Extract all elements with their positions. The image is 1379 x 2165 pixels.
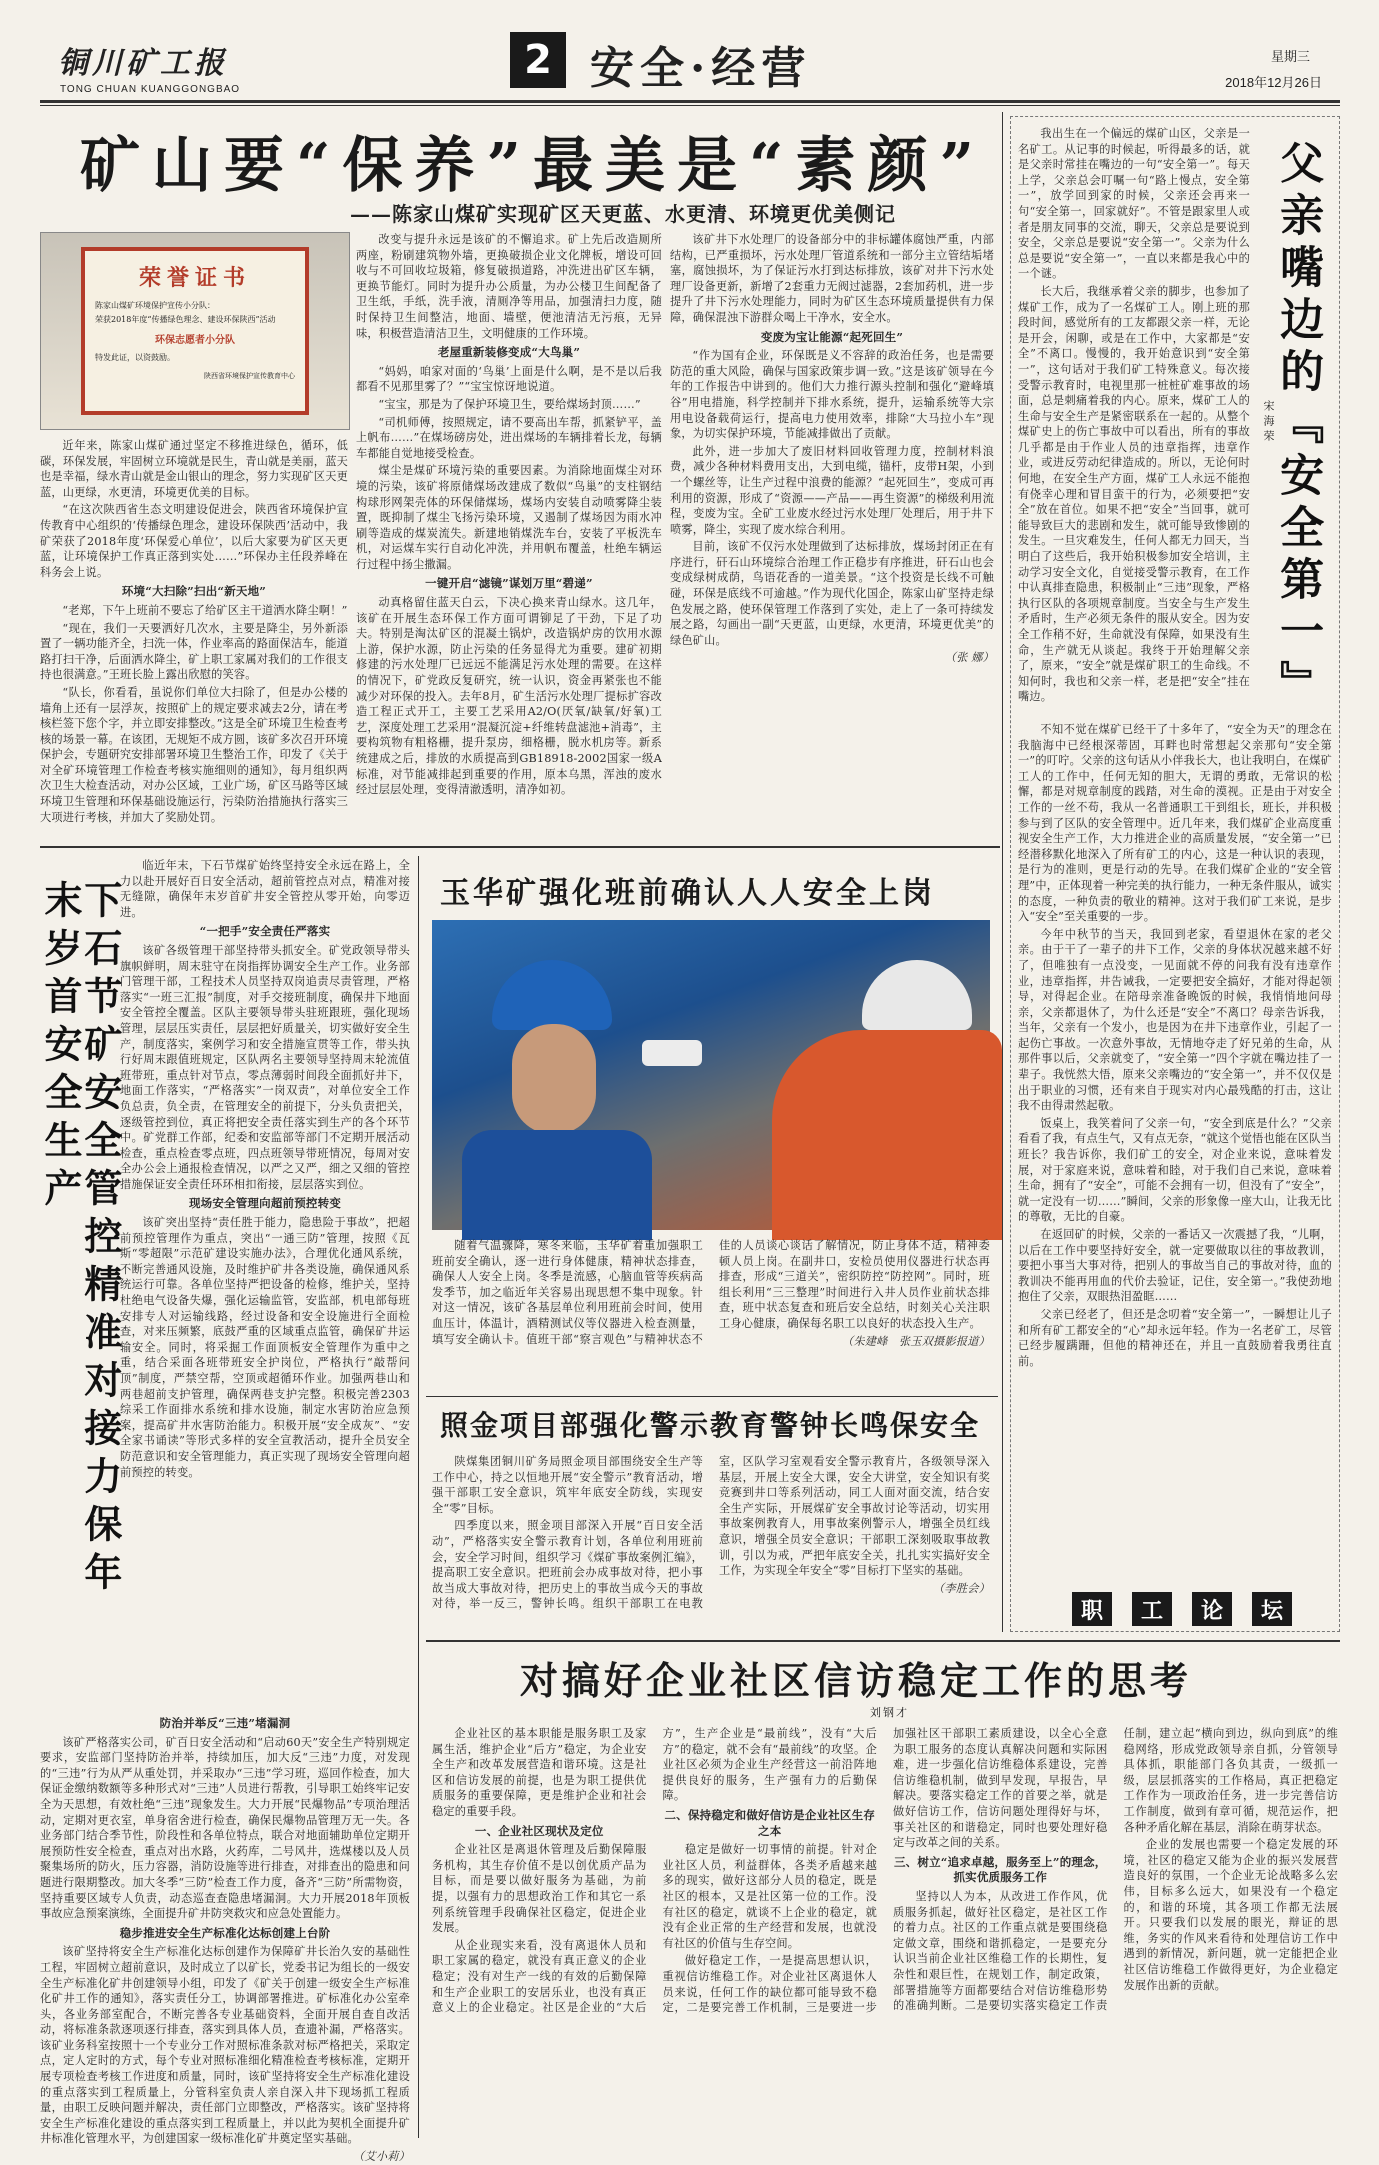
bottom-subhead: 三、树立“追求卓越，服务至上”的理念，抓实优质服务工作 xyxy=(893,1854,1107,1885)
certificate-heading: 荣誉证书 xyxy=(138,265,251,291)
certificate-photo xyxy=(40,232,350,430)
side-paragraph: 在返回矿的时候，父亲的一番话又一次震撼了我，“儿啊，以后在工作中要坚持好安全，就一定要做取以往的事故教训，要把小事当大事对待，把别人的事故当自己的事故对待，血的教训决不能再用血的代价去验证，记住，安全第一。”我使劲地抱住了父亲，双眼热泪盈眶…… xyxy=(1018,1228,1332,1304)
zhaojin-paragraph: 四季度以来，照金项目部深入开展“百日安全活动”，严格落实安全警示教育计划，各单位利用班前会，安全学习时间，组织学习《煤矿事故案例汇编》，提高职工安全意识。把班前会办成事故对待，把小事故当成大事故对待，把历史上的事故当成今天的事故对待，举一反三，警钟长鸣。组织干部职工在电教室，区队学习室观看安全警示教育片，各级领导深入基层，开展上安全大课，安全大讲堂，安全知识有奖竞赛到井口等系列活动，同工人面对面交流，结合安全生产实际，开展煤矿安全事故讨论等活动，切实用事故案例教育人，用事故案例警示人，增强全员红线意识，增强全员安全意识；干部职工深刻吸取事故教训，引以为戒，严把年底安全关，扎扎实实搞好安全工作，为实现全年安全“零”目标打下坚实的基础。 xyxy=(432,1455,990,1611)
news-photo xyxy=(432,920,990,1230)
thermometer-shape xyxy=(642,1040,702,1066)
lead-paragraph: 目前，该矿不仅污水处理做到了达标排放，煤场封闭正在有序进行，矸石山环境综合治理工作正稳步有序推进，矸石山也会变成绿树成荫，鸟语花香的一道美景。“这个投资是长线不可触碰，环保是底线不可逾越。”作为现代化国企，陈家山矿坚持走绿色发展之路，使环保管理工作落到了实处，走上了一条可持续发展之路，勾画出一副“天更蓝，山更绿，水更清，环境更优美”的绿色矿山。 xyxy=(670,540,994,647)
section-title: 安全·经营 xyxy=(590,43,812,94)
orange-body-shape xyxy=(772,1030,1002,1240)
page-number: 2 xyxy=(524,37,552,83)
face-shape xyxy=(512,1024,596,1134)
bottom-article-author: 刘钢才 xyxy=(870,1706,909,1719)
bottom-article-body xyxy=(432,1726,1338,2138)
lead-paragraph: 动真格留住蓝天白云，下决心换来青山绿水。这几年，该矿在开展生态环保工作方面可谓铆足了干劲，下足了功夫。特别是淘汰矿区的混凝土锅炉，改造锅炉房的饮用水源上游，保护水源，防止污染的任务显得尤为重要。建矿初期修建的污水处理厂已远远不能满足污水处理的需要。在这样的情况下，矿党政反复研究，统一认识，资金再紧张也不能减少对环保的投入。去年8月，矿生活污水处理厂提标扩容改造工程正式开工，主要工艺采用A2/O(厌氧/缺氧/好氧)工艺，深度处理工艺采用“混凝沉淀+纤维转盘滤池+消毒”，主要构筑物有粗格栅，提升泵房，细格栅，脱水机房等。新系统建成之后，排放的水质提高到GB18918-2002国家一级A标准，对节能减排起到重要的作用，原本乌黑，浑浊的废水经过层层处理，变得清澈透明，清净如初。 xyxy=(356,596,662,797)
issue-date: 2018年12月26日 xyxy=(1225,75,1322,90)
lead-subhead: 一键开启“滤镜”谋划万里“碧递” xyxy=(425,576,593,591)
lead-paragraph: “作为国有企业，环保既是义不容辞的政治任务，也是需要防范的重大风险，确保与国家政策步调一致。”这是该矿领导在今年的工作报告中讲到的。他们大力推行源头控制和强化“避峰填谷”用电措施，科学控制并下排水系统，提升，运输系统等大宗用电设备载荷运行，提高电力使用效率，排除“大马拉小车”现象，为切实保护环境，节能减排做出了贡献。 xyxy=(670,349,994,441)
certificate-line1: 陈家山煤矿环境保护宣传小分队： xyxy=(95,301,215,310)
lead-paragraph: 煤尘是煤矿环境污染的重要因素。为消除地面煤尘对环境的污染，该矿将原储煤场改建成了数似“鸟巢”的支柱钢结构球形网架壳体的环保储煤场，煤场内安装自动喷雾降尘装置，既抑制了煤尘飞扬污染环境，又遏制了煤场因为雨水冲刷等造成的煤炭流失。新建地销煤洗车台，安装了平板洗车机，对运煤车实行自动化冲洗，并用帆布覆盖，杜绝车辆运行过程中扬尘撒漏。 xyxy=(356,464,662,571)
paper-pinyin: TONG CHUAN KUANGGONGBAO xyxy=(60,84,241,95)
lead-subhead: 老屋重新装修变成“大鸟巢” xyxy=(437,345,581,360)
safety-subhead: “一把手”安全责任严落实 xyxy=(199,924,331,939)
bottom-paragraph: 企业的发展也需要一个稳定发展的环境，社区的稳定又能为企业的振兴发展营造良好的氛围，一个企业无论战略多么宏伟，目标多么远大，如果没有一个稳定的，和谐的环境，其各项工作都无法展开。只要我们以发展的眼光，辩证的思维，务实的作风来看待和处理信访工作中遇到的新情况，新问题，就一定能把企业社区信访维稳工作做得更好，为企业稳定发展作出新的贡献。 xyxy=(1123,1838,1338,1992)
bottom-paragraph: 坚持以人为本，从改进工作作风，优质服务抓起，做好社区稳定，是社区工作的着力点。社区的工作重点就是要围绕稳定做文章，围绕和谐抓稳定，一是要充分认识当前企业社区维稳工作的长期性，复杂性和艰巨性，在规划工作，制定政策，部署措施等方面都要结合对信访维稳形势的准确判断。二是要切实落实稳定工作责任制，建立起“横向到边，纵向到底”的维稳网络，形成党政领导亲自抓，分管领导具体抓，职能部门各负其责，一级抓一级，层层抓落实的工作格局，真正把稳定工作作为一项政治任务，进一步完善信访工作制度，做到有章可循，规范运作，把各种矛盾化解在基层，消除在萌芽状态。 xyxy=(893,1727,1338,2013)
column-name-char: 论 xyxy=(1192,1592,1232,1626)
photo-article-paragraph: 随着气温骤降，寒冬来临，玉华矿着重加强职工班前安全确认，逐一进行身体健康，精神状态排查，确保人人安全上岗。冬季是流感，心脑血管等疾病高发季节，加之临近年关容易出现思想不集中现象。针对这一情况，该矿各基层单位利用班前会时间，使用血压计，体温计，酒精测试仪等仪器进入检查测量，填写安全确认卡。值班干部“察言观色”与精神状态不佳的人员谈心谈话了解情况，防止身体不适，精神委顿人员上岗。在副井口，安检员使用仪器进行状态再排查，形成“三道关”，密织防控“防控网”。同时，班组长利用“三三整理”时间进行入井人员作业前状态排查，班中状态复查和班后安全总结，时刻关心关注职工身心健康，确保每名职工以良好的状态投入生产。 xyxy=(432,1239,990,1346)
column-name-char: 坛 xyxy=(1252,1592,1292,1626)
safety-vertical-title xyxy=(38,880,123,1630)
bottom-paragraph: 企业社区的基本职能是服务职工及家属生活，维护企业“后方”稳定，为企业安全生产和改革发展营造和谐环境。这是社区和信访发展的前提，也是为职工提供优质服务的重要保障，更是维护企业和社会稳定的重要手段。 xyxy=(432,1727,647,1818)
zhaojin-paragraph: 陕煤集团铜川矿务局照金项目部围绕安全生产等工作中心，持之以恒地开展“安全警示”教育活动，增强干部职工安全意识，筑牢年底安全防线，实现安全“零”目标。 xyxy=(432,1455,703,1515)
masthead-rule-thick xyxy=(40,100,1340,103)
orange-helmet-shape xyxy=(862,960,972,1030)
safety-paragraph: 该矿严格落实公司，矿百日安全活动和“启动60天”安全生产特别规定要求，安监部门坚持防治并举，持续加压，加大反“三违”力度，对发现的“三违”行为从严从重处罚，并采取办“三违”学习班，巡回作检查，加大保证金缴纳数额等多种形式对“三违”人员进行帮教，引导职工始终牢记安全为天思想，有效杜绝“三违”现象发生。大力开展“民爆物品”专项治理活动，定期对更衣室，单身宿舍进行检查，确保民爆物品管理万无一失。各业务部门结合季节性，阶段性和各单位特点，联合对地面辅助单位定期开展预防性安全检查，重点对出水路，火药库，二号风井，选煤楼以及人员聚集场所的防火，压力容器，消防设施等进行排查，对排查出的隐患和问题进行限期整改。加大冬季“三防”检查工作力度，备齐“三防”所需物资，坚持重要区域专人负责，动态巡查查隐患堵漏洞。大力开展2018年顶板事故应急预案演练，全面提升矿井防突救灾和应急处置能力。 xyxy=(40,1735,410,1921)
safety-subhead: 现场安全管理向超前预控转变 xyxy=(188,1196,342,1211)
side-paragraph: 不知不觉在煤矿已经干了十多年了，“安全为天”的理念在我脑海中已经根深蒂固，耳畔也时常想起父亲那句“安全第一”的叮咛。父亲的这句话从小伴我长大，也让我明白，在煤矿工人的工作中，任何无知的胆大，无谓的勇敢，无常识的松懈，都是对规章制度的践踏，对生命的漠视。正是由于对安全工作的一丝不苟，我从一名普通职工干到组长，班长，并积极参与到了区队的安全管理中。近几年来，我们煤矿企业高度重视安全生产工作，大力推进企业的高质量发展，“安全第一”已经潜移默化地深入了所有矿工的内心，这是一种认识的表现，是行为的准则，更是行动的先导。在我们煤矿企业的“安全管理”中，正体现着一种完美的执行能力，一种无条件服从，诚实的态度，一种负责的敬业的精神。这对于我们矿工来说，是步入“安全”至关重要的一步。 xyxy=(1018,723,1332,924)
side-author: 宋海荣 xyxy=(1262,400,1275,445)
lead-paragraph: 近年来，陈家山煤矿通过坚定不移推进绿色，循环，低碳，环保发展，牢固树立环境就是民生，青山就是美丽，蓝天也是幸福，绿水青山就是金山银山的理念，努力实现矿区天更蓝，山更绿，水更清，环境更优美的目标。 xyxy=(40,439,348,499)
lead-subtitle: ——陈家山煤矿实现矿区天更蓝、水更清、环境更优美侧记 xyxy=(350,202,896,226)
side-paragraph: 今年中秋节的当天，我回到老家，看望退休在家的老父亲。由于干了一辈子的井下工作，父亲的身体状况越来越不好了，但唯独有一点没变，一见面就不停的问我有没有违章作业，违章指挥，井告诫我，一定要把安全搞好，才能对得起领导，对得起企业。在陪母亲准备晚饭的时候，我悄悄地问母亲，父亲都退休了，为什么还是“安全”不离口？母亲告诉我，当年，父亲有一个发小，也是因为在井下违章作业，引起了一起伤亡事故。一次意外事故，无情地夺走了好兄弟的生命，从那件事以后，父亲就变了，“安全第一”四个字就在嘴边挂了一辈子。我恍然大悟，原来父亲嘴边的“安全第一”，并不仅仅是出于职业的习惯，还有来自于现实对内心最残酷的打击，这让我不由得肃然起敬。 xyxy=(1018,927,1332,1113)
safety-col-1 xyxy=(120,858,410,1710)
safety-paragraph: 该矿各级管理干部坚持带头抓安全。矿党政领导带头旗帜鲜明，周末驻守在岗指挥协调安全生产工作。业务部门管理干部，工程技术人员坚持双岗追责尽责管理，严格落实“一班三汇报”制度，对手交接班制度，确保井下地面安全管控全覆盖。区队主要领导带头驻班跟班，强化现场管理，层层压实责任，层层把好质量关，切实做好安全生产，制度落实，案例学习和安全措施宣贯等工作，带头执行好周末跟值班规定，区队两名主要领导坚持周末轮流值班带班，重点针对节点，零点薄弱时间段全面抓好井下，地面工作落实，“严格落实”一岗双责”，对单位安全工作负总责，负全责，在管理安全的前提下，分头负责把关，逐级管控到位，真正将把安全责任落实到生产的各个环节中。矿党群工作部，纪委和安监部等部门不定期开展活动检查，重点检查零点班，四点班领导带班情况，每周对安全办公会上通报检查情况，以严之又严，细之又细的管控措施保证安全责任环环相扣衔接，层层落实到位。 xyxy=(120,943,410,1191)
lead-paragraph: 改变与提升永远是该矿的不懈追求。矿上先后改造厕所两座，粉刷建筑物外墙，更换破损企业文化牌板，增设可回收与不可回收垃圾箱，修复破损道路，冲洗进出矿区车辆，更换节能灯。同时为提升办公质量，为办公楼卫生间配备了卫生纸，手纸，洗手液，清厕净等用品，加强清扫力度，随时保持卫生间整洁，地面、墙壁，便池清洁无污痕，无异味，积极营造清洁卫生，文明健康的工作环境。 xyxy=(356,233,662,340)
lead-col-1 xyxy=(40,438,348,838)
bottom-paragraph: 从企业现实来看，没有离退休人员和职工家属的稳定，就没有真正意义的企业稳定；没有对生产一线的有效的后勤保障和生产企业职工的安居乐业，也没有真正意义上的企业稳定。社区是企业的“大后方”，生产企业是“最前线”，没有“大后方”的稳定，就不会有“最前线”的攻坚。企业社区必须为企业生产经营这一前沿阵地提供良好的服务，生产强有力的后勤保障。 xyxy=(432,1727,877,2015)
safety-divider xyxy=(418,856,419,2138)
masthead-rule-thin xyxy=(40,105,1340,106)
side-paragraph: 父亲已经老了，但还是念叨着“安全第一”，一瞬想让儿子和所有矿工都安全的“心”却永远年轻。作为一名老矿工，尽管已经步履蹒跚，但他的精神还在，并且一直鼓励着我勇往直前。 xyxy=(1018,1307,1332,1368)
safety-paragraph: 该矿坚持将安全生产标准化达标创建作为保障矿井长治久安的基础性工程，牢固树立超前意识，及时成立了以矿长，党委书记为组长的一级安全生产标准化矿井创建领导小组，印发了《矿关于创建一级安全生产标准化矿井工作的通知》，落实责任分工，协调部署推进。矿标准化办公室牵头，各业务部室配合，不断完善各专业基础资料，全面开展自查自改活动，将标准条款逐项逐行排查，落实到具体人员，查遗补漏，严格落实。该矿业务科室按照十一个专业分工作对照标准条款对标严格把关，采取定点，定人定时的方式，每个专业对照标准细化精准检查考核标准，定期开展专项检查考核工作进度和质量，同时，该矿坚持将安全生产标准化建设的重点落实到工程质量上，分管科室负责人亲自深入井下现场抓工程质量，由职工反映问题并解决，责任部门立即整改，严格落实。该矿坚持将安全生产标准化建设的重点落实到工程质量上，并以此为契机全面提升矿井标准化管理水平，为创建国家一级标准化矿井奠定坚实基础。 xyxy=(40,1945,410,2146)
side-vertical-title-text: 父亲嘴边的『安全第一』 xyxy=(1272,140,1324,712)
bottom-subhead: 二、保持稳定和做好信访是企业社区生存之本 xyxy=(664,1807,876,1838)
safety-subhead: 防治并举反“三违”堵漏洞 xyxy=(159,1716,291,1730)
helmet-shape xyxy=(492,960,612,1030)
certificate-frame xyxy=(81,247,309,415)
column-name-char: 职 xyxy=(1072,1592,1112,1626)
lead-bottom-rule xyxy=(40,846,1000,848)
bottom-paragraph: 企业社区是离退休管理及后勤保障服务机构，其生存价值不是以创优质产品为目标，而是要以做好服务为基础，为前提，以强有力的思想政治工作和其它一系列系统管理手段确保社区稳定，促进企业发展。 xyxy=(432,1843,647,1935)
lead-paragraph: 此外，进一步加大了废旧材料回收管理力度，控制材料浪费，减少各种材料费用支出，大到电缆，锚杆，皮带H架，小到一个螺丝等，让生产过程中浪费的能源？“起死回生”，变成可再利用的资源，形成了“资源——产品——再生资源”的梯级利用流程，变废为宝。全矿工业废水经过污水处理厂处理后，用于井下喷雾，降尘，实现了废水综合利用。 xyxy=(670,444,994,536)
bottom-article-title: 对搞好企业社区信访稳定工作的思考 xyxy=(520,1658,1193,1703)
photo-article-title: 玉华矿强化班前确认人人安全上岗 xyxy=(440,876,935,911)
zhaojin-byline: （李胜会） xyxy=(933,1581,990,1595)
side-paragraph: 饭桌上，我笑着问了父亲一句，“安全到底是什么？”父亲看看了我，有点生气，又有点无奈，“就这个觉悟也能在区队当班长？我告诉你，我们矿工的安全，对企业来说，意味着发展，对于家庭来说，意味着和睦，对于我们自己来说，意味着生命，拥有了“安全”，可能不会拥有一切，但没有了“安全”，就一定没有一切……”瞬间，父亲的形象像一座大山，让我无比的尊敬，无比的自豪。 xyxy=(1018,1116,1332,1224)
column-name-char: 工 xyxy=(1132,1592,1172,1626)
safety-col-2 xyxy=(40,1712,410,2164)
page-number-box xyxy=(510,32,566,88)
photo-article-rule xyxy=(426,1396,998,1397)
lead-col-2 xyxy=(356,232,662,838)
paper-name: 铜川矿工报 xyxy=(58,46,228,81)
certificate-line2: 荣获2018年度“传播绿色理念、建设环保陕西”活动 xyxy=(95,315,276,324)
safety-byline: （艾小莉） xyxy=(353,2150,410,2164)
lead-paragraph: “妈妈，咱家对面的‘鸟巢’上面是什么啊，是不是以后我都看不见那里雾了？”“宝宝惊讶地说道。 xyxy=(356,364,662,394)
safety-subhead: 稳步推进安全生产标准化达标创建上台阶 xyxy=(119,1925,331,1940)
right-column-divider xyxy=(1002,112,1003,1632)
worker-body-shape xyxy=(462,1130,652,1240)
lead-title: 矿山要“保养”最美是“素颜” xyxy=(80,131,987,201)
lead-subhead: 环境“大扫除”扫出“新天地” xyxy=(121,584,267,599)
lead-paragraph: “司机师傅，按照规定，请不要高出车帮，抓紧铲平，盖上帆布……”在煤场磅房处，进出煤场的车辆排着长龙，每辆车都能自觉地接受检查。 xyxy=(356,415,662,460)
lead-col-3 xyxy=(670,232,994,838)
bottom-paragraph: 稳定是做好一切事情的前提。针对企业社区人员，利益群体，各类矛盾越来越多的现实，做好这部分人员的稳定，既是社区的根本，又是社区第一位的工作。没有社区的稳定，就谈不上企业的稳定，就没有企业正常的生产经营和发展，也就没有社区的价值与生存空间。 xyxy=(662,1843,877,1950)
safety-vertical-title-text: 下石节矿安全管控精准对接力保年末岁首安全生产 xyxy=(38,880,123,1600)
side-col-text-1 xyxy=(1018,126,1250,718)
bottom-section-rule xyxy=(426,1640,1340,1642)
safety-paragraph: 临近年末，下石节煤矿始终坚持安全永远在路上，全力以赴开展好百日安全活动，超前管控点对点，精准对接无缝隙，确保年末岁首矿井安全管控从零开始，向零迈进。 xyxy=(120,859,410,919)
bottom-paragraph: 做好稳定工作，一是提高思想认识，重视信访维稳工作。对企业社区离退休人员来说，任何工作的缺位都可能导致不稳定，二是要完善工作机制，三是要进一步加强社区干部职工素质建设，以全心全意为职工服务的态度认真解决问题和实际困难，进一步强化信访维稳体系建设，完善信访维稳机制，做到早发现，早报告，早解决。要落实稳定工作的首要之举，就是做好信访工作，信访问题处理得好与坏，事关社区的和谐稳定，同时也要处理好稳定与改革之间的关系。 xyxy=(662,1727,1108,2015)
lead-byline: （张 娜） xyxy=(944,651,994,665)
lead-paragraph: “现在，我们一天要洒好几次水，主要是降尘，另外新添置了一辆功能齐全，扫洗一体，作业率高的路面保洁车，能道路打扫干净，后面洒水降尘，矿上职工家属对我们的工作很支持也很满意。”王班长脸上露出欣慰的笑容。 xyxy=(40,621,348,682)
zhaojin-body xyxy=(432,1454,990,1626)
masthead xyxy=(40,26,1340,98)
lead-paragraph: 该矿井下水处理厂的设备部分中的非标罐体腐蚀严重，内部结构，已严重损坏，污水处理厂管道系统和一部分主立管结垢堵塞，腐蚀损坏，为了保证污水打到达标排放，该矿对井下污水处理厂设备更新，新增了2套重力无阀过滤器，2套加药机，进一步提升了井下污水处理能力，同时为矿区生态环境质量提供有力保障，确保混浊下游群众喝上干净水，安全水。 xyxy=(670,233,994,324)
certificate-line3: 特发此证，以资鼓励。 xyxy=(95,353,175,362)
lead-paragraph: “老郑，下午上班前不要忘了给矿区主干道洒水降尘啊！” xyxy=(62,603,348,617)
weekday: 星期三 xyxy=(1270,49,1310,64)
side-paragraph: 我出生在一个偏远的煤矿山区，父亲是一名矿工。从记事的时候起，听得最多的话，就是父亲时常挂在嘴边的一句“安全第一”。每天上学，父亲总会叮嘱一句“路上慢点，安全第一”，放学回到家的时候，父亲还会再来一句“安全第一，回家就好”。不管是跟家里人或者是朋友同事的交流，聊天，父亲总是要说到安全，父亲总是要说“安全第一”。父亲为什么总是要说“安全第一”，一直以来都是我心中的一个谜。 xyxy=(1018,127,1250,281)
lead-paragraph: “宝宝，那是为了保护环境卫生，要给煤场封顶……” xyxy=(378,397,641,411)
side-paragraph: 长大后，我继承着父亲的脚步，也参加了煤矿工作，成为了一名煤矿工人。刚上班的那段时间，感觉所有的工友都跟父亲一样，无论是开会，闲聊，或是在工作中，大家都是“安全”不离口。慢慢的，我开始意识到“安全第一”，这句话对于我们矿工特殊意义。每次接受警示教育时，电视里那一桩桩矿难事故的场面，总是刺痛着我的内心。原来，煤矿工人的生命与安全生产是紧密联系在一起的。从整个煤矿史上的伤亡事故中可以看出，所有的事故几乎都是由于作业人员的违章指挥，违章作业，或进反劳动纪律造成的。所以，无论何时何地，在安全生产方面，煤矿工人永远不能抱有侥幸心理和冒目蛮干的行为，必须要把“安全”放在首位。如果不把“安全”当回事，就可能导致巨大的悲剧和发生，就可能导致惨剧的发生。一旦灾难发生，任何人都无力回天，当明白了这些后，我开始积极参加安全培训，主动学习安全文化，自觉接受警示教育，在工作中认真排查隐患，积极制止“三违”现象，严格执行区队的各项规章制度。当安全与生产发生矛盾时，生产必须无条件的服从安全。因为安全工作稍不好，生命就没有保障，如果没有生命，生产就无从谈起。我终于开始理解父亲了，原来，“安全”就是煤矿职工的生命线。不知何时，我也和父亲一样，老是把“安全”挂在嘴边。 xyxy=(1018,284,1250,704)
photo-article-body xyxy=(432,1238,990,1388)
lead-paragraph: “在这次陕西省生态文明建设促进会，陕西省环境保护宣传教育中心组织的‘传播绿色理念，建设环保陕西’活动中，我矿荣获了2018年度‘环保爱心单位’，以后大家要为矿区天更蓝，让环境保护工作真正落到实处……”环保办主任段养峰在科务会上说。 xyxy=(40,503,348,579)
lead-subhead: 变废为宝让能源“起死回生” xyxy=(760,329,904,344)
zhaojin-title: 照金项目部强化警示教育警钟长鸣保安全 xyxy=(440,1409,981,1442)
bottom-subhead: 一、企业社区现状及定位 xyxy=(474,1823,604,1838)
certificate-award: 环保志愿者小分队 xyxy=(155,335,235,346)
lead-paragraph: “队长，你看看，虽说你们单位大扫除了，但是办公楼的墙角上还有一层浮灰，按照矿上的规定要求减去2分，请在考核栏签下您个字，并立即安排整改。”这是全矿环境卫生检查考核的场景一幕。在该团，无规矩不成方圆，该矿多次召开环境保护会，专题研究安排部署环境卫生整治工作，印发了《关于对全矿环境管理工作检查考核实施细则的通知》，每月组织两次卫生大检查活动，对办公区域，工业广场，矿区马路等区域环境卫生管理和环保基础设施运行，污染防治措施执行落实三大项进行考核，并加大了奖励处罚。 xyxy=(40,685,348,824)
photo-article-byline: （朱建峰 张玉双摄影报道） xyxy=(841,1334,990,1348)
side-col-text-2 xyxy=(1018,722,1332,1592)
safety-paragraph: 该矿突出坚持“责任胜于能力，隐患险于事故”，把超前预控管理作为重点，突出“一通三防”管理，按照《瓦斯“零超限”示范矿建设实施办法》，合理优化通风系统，不断完善通风设施，及时维护矿井各类设施，确保通风系统运行可靠。各单位坚持严把设备的检修，维护关，坚持杜绝电气设备失爆，强化运输监管，安监部，机电部每班安排专人对运输线路，经过设备和安全设施进行全面检查，对来压频繁，底鼓严重的区域重点监管，确保矿井运输安全。同时，将采掘工作面顶板安全管理作为重中之重，结合采面各班带班安全护岗位，严格执行“敲帮问顶”制度，严禁空帮，空顶或超循环作业。加强两巷山和两巷超前支护管理，确保两巷支护完整。积极完善2303综采工作面排水系统和排水设施，制定水害防治应急预案，提高矿井水害防治能力。积极开展“安全成灰”、“安全家书诵读”等形式多样的安全宣教活动，提升全员安全防范意识和安全管理能力，真正实现了现场安全管理向超前预控的转变。 xyxy=(120,1216,410,1479)
certificate-issuer: 陕西省环境保护宣传教育中心 xyxy=(204,372,295,380)
column-name-box xyxy=(1040,1592,1324,1626)
